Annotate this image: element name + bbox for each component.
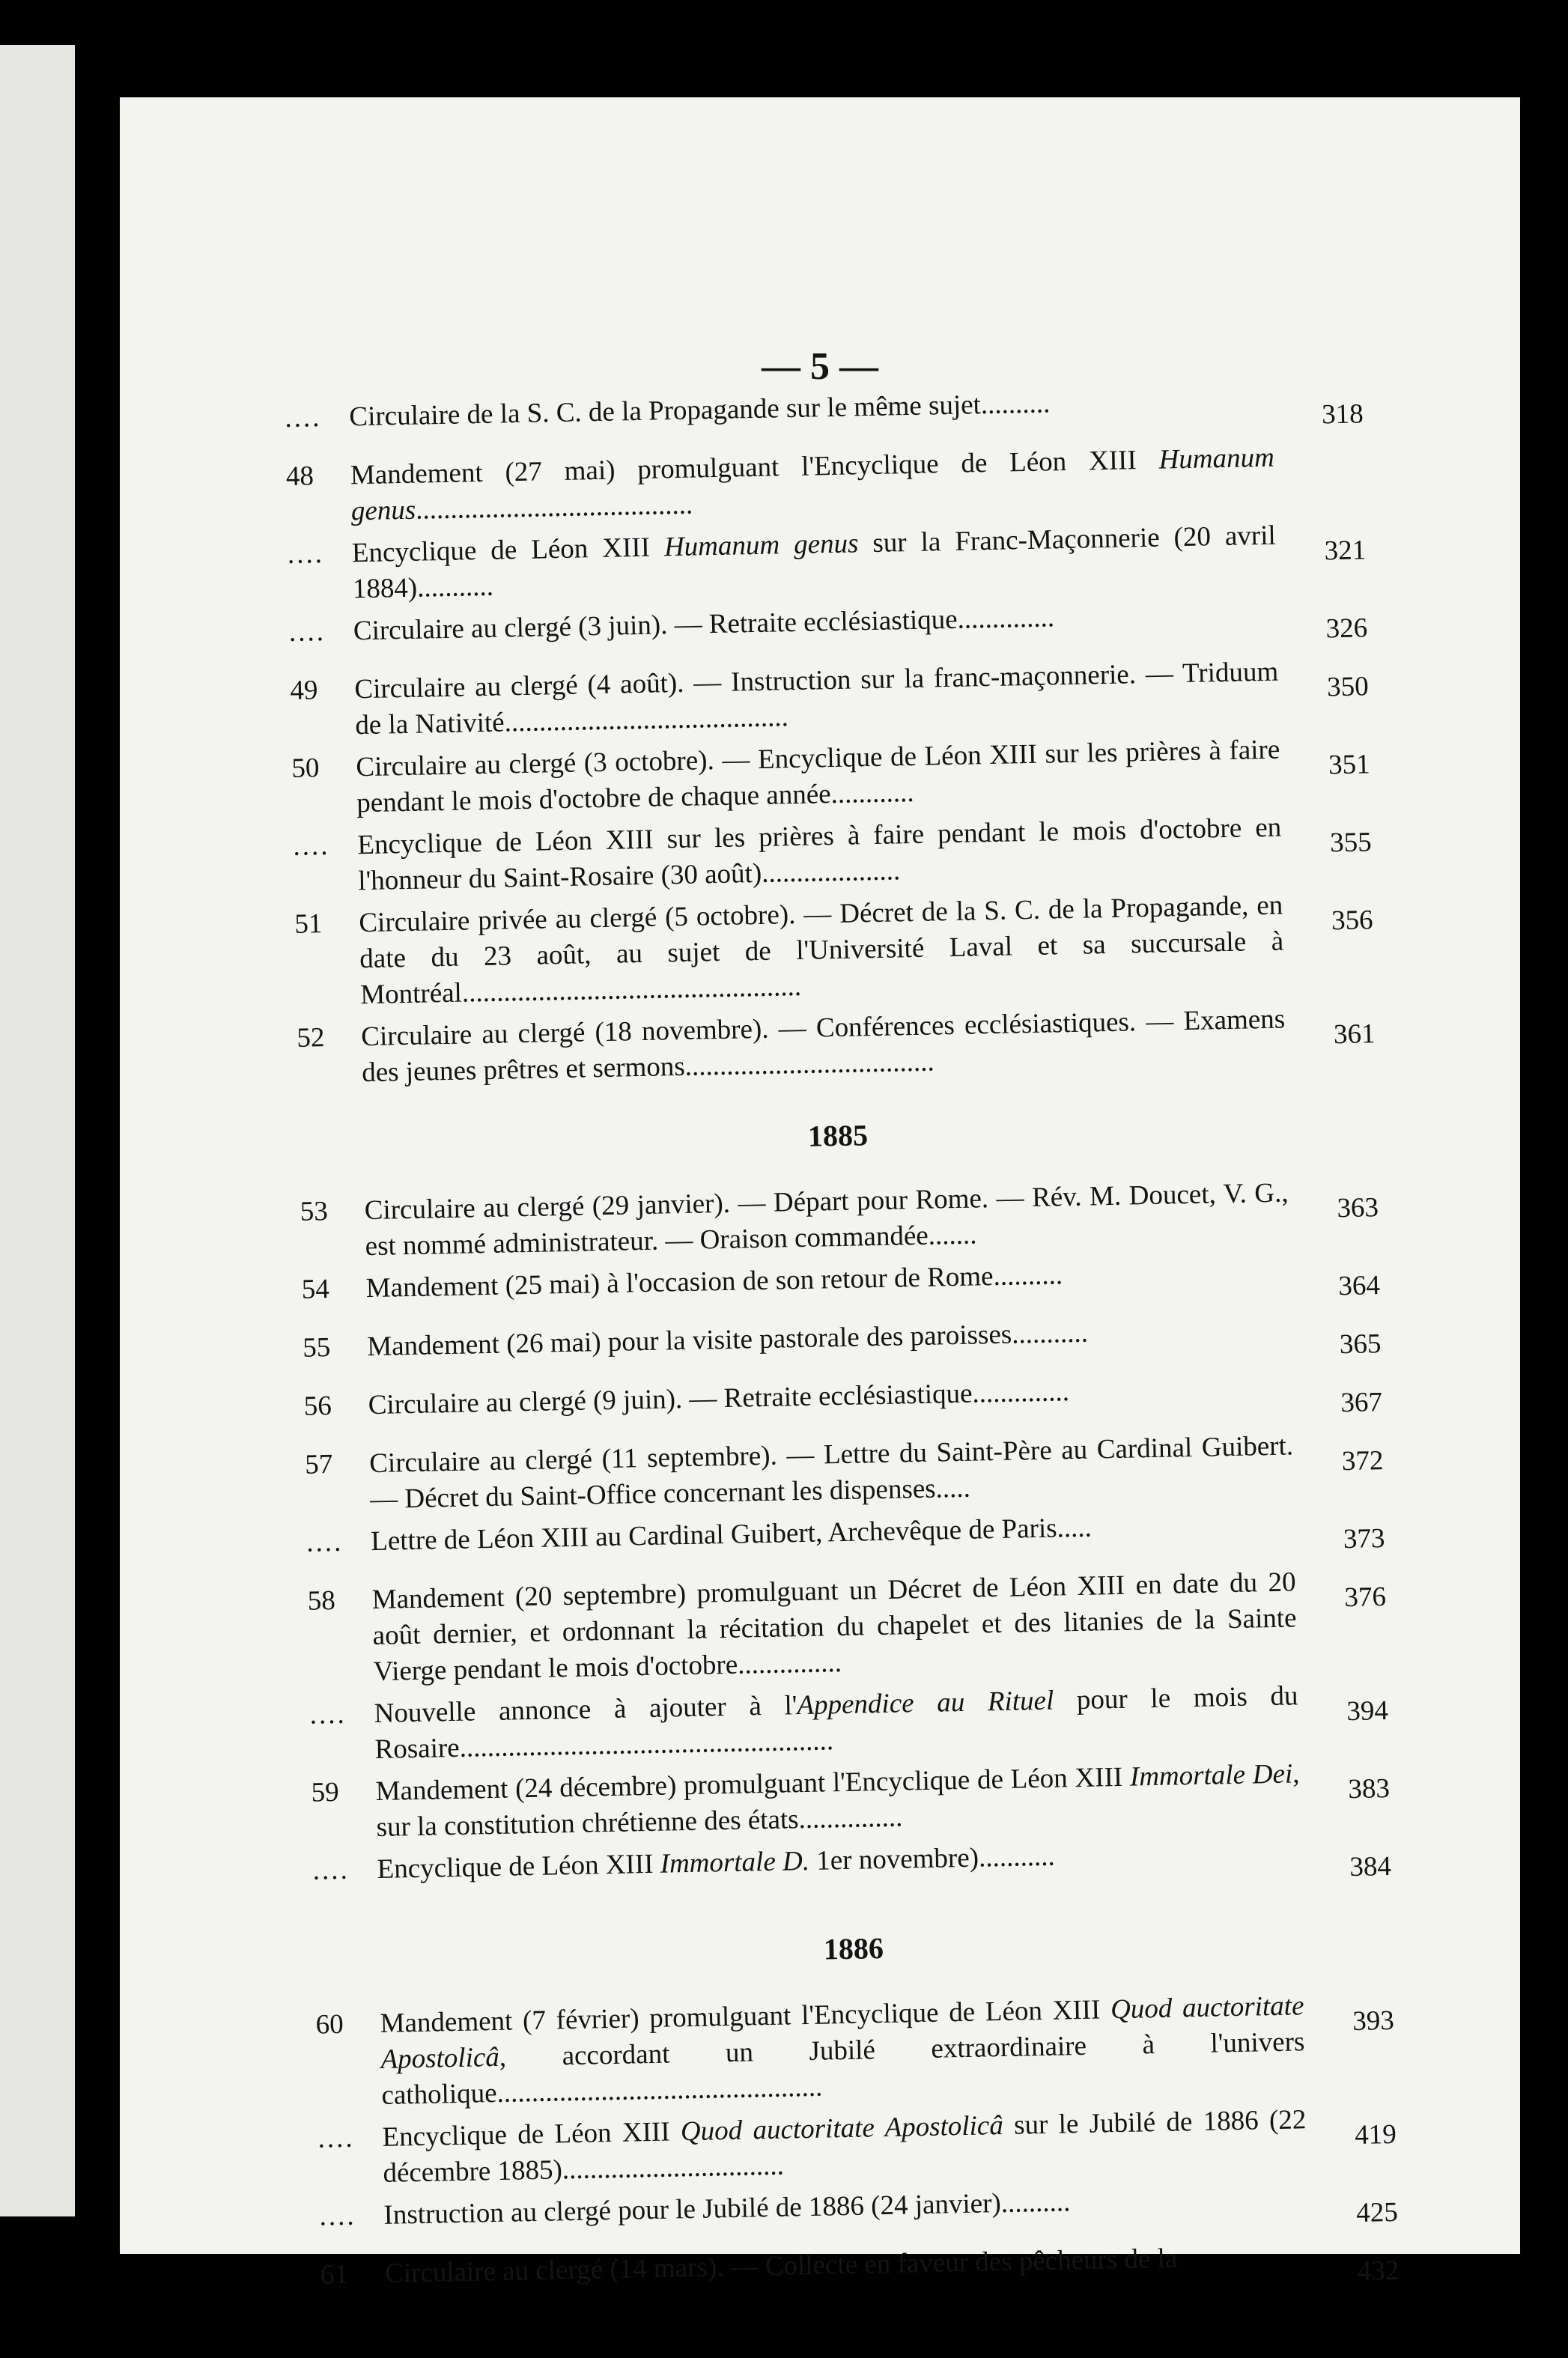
- entry-page-number: 432: [1357, 2255, 1400, 2287]
- entry-page-number: 372: [1341, 1445, 1384, 1477]
- entry-text: Lettre de Léon XIII au Cardinal Guibert, Archevêque de Paris.....: [370, 1512, 1093, 1558]
- entry-page-number: [1274, 438, 1364, 456]
- entry-page-number: 361: [1333, 1018, 1376, 1051]
- entry-number: 52: [296, 1022, 325, 1054]
- entry-title: [364, 1175, 1289, 1265]
- entry-text-continued: ........................................: [415, 489, 693, 526]
- entry-number: 48: [285, 461, 314, 492]
- entry-page-number: 373: [1343, 1523, 1385, 1555]
- entry-number: 56: [303, 1391, 332, 1422]
- entry-text-continued: 1er novembre)...........: [809, 1841, 1056, 1877]
- entry-number: ....: [287, 538, 325, 570]
- entry-text: Mandement (26 mai) pour la visite pastorale des paroisses...........: [366, 1317, 1089, 1363]
- entry-page-number: 356: [1331, 905, 1373, 937]
- entry-title: [351, 518, 1277, 608]
- entry-number: ....: [317, 2122, 355, 2154]
- entry-number: ....: [306, 1526, 344, 1558]
- entry-number: ....: [312, 1854, 350, 1886]
- entry-italic-title: Immortale Dei: [1129, 1758, 1293, 1793]
- entry-title: [349, 382, 1274, 436]
- entry-page-number: 425: [1355, 2196, 1399, 2228]
- entry-page-number: 419: [1354, 2118, 1397, 2151]
- entry-page-number: 321: [1324, 535, 1367, 567]
- toc-entry: [285, 438, 1365, 531]
- entry-page-number: 364: [1338, 1270, 1381, 1302]
- entry-text: Circulaire de la S. C. de la Propagande sur le même sujet..........: [349, 388, 1051, 433]
- entry-number: 57: [304, 1449, 333, 1480]
- entry-page-number: 394: [1346, 1695, 1389, 1728]
- entry-text-continued: , accordant un Jubilé extraordinaire à l'univers catholique...............................................: [381, 2026, 1305, 2111]
- entry-text: Circulaire au clergé (14 mars). — Collecte en faveur des pêcheurs de la: [384, 2243, 1178, 2289]
- entry-italic-title: Humanum genus: [663, 528, 859, 563]
- document-page: [120, 97, 1520, 2291]
- entry-page-number: 326: [1325, 613, 1368, 645]
- entry-italic-title: Quod auctoritate Apostolicâ: [680, 2110, 1004, 2148]
- toc-entry: [315, 1987, 1395, 2115]
- entry-title: [380, 1988, 1306, 2114]
- toc-entry: [297, 1000, 1376, 1093]
- entry-number: 59: [311, 1776, 340, 1808]
- page-number: — 5 —: [762, 345, 878, 388]
- entry-page-number: 384: [1349, 1850, 1392, 1883]
- entry-text: Instruction au clergé pour le Jubilé de 1886 (24 janvier)..........: [383, 2187, 1071, 2231]
- entry-text: Mandement (20 septembre) promulguant un Décret de Léon XIII en date du 20 août dernier, et ordonnant la récitation du chapelet et des litanies de la Sainte Vierge pendant le mois d'octobre...............: [371, 1567, 1297, 1688]
- entry-number: ....: [309, 1698, 347, 1730]
- entry-number: ....: [285, 402, 322, 434]
- toc-entry: [317, 2100, 1397, 2193]
- toc-entry: [300, 1173, 1379, 1266]
- entry-number: 51: [294, 908, 323, 940]
- entry-text-continued: sur le Jubilé de 1886 (22 décembre 1885)................................: [383, 2104, 1307, 2189]
- entry-italic-title: Humanum genus: [350, 442, 1275, 527]
- entry-title: [359, 888, 1285, 1014]
- entry-text: Circulaire au clergé (4 août). — Instruction sur la franc-maçonnerie. — Triduum de la Nativité.........................................: [354, 656, 1279, 741]
- entry-number: ....: [293, 830, 330, 862]
- toc-entry: [293, 808, 1373, 901]
- entry-text: Encyclique de Léon XIII: [377, 1848, 661, 1885]
- entry-page-number: 318: [1321, 398, 1364, 431]
- toc-entry: [305, 1426, 1385, 1519]
- entry-italic-title: Quod auctoritate Apostolicâ: [380, 1990, 1304, 2075]
- entry-title: [361, 1002, 1286, 1092]
- entry-page-number: 350: [1326, 671, 1369, 703]
- entry-text: Encyclique de Léon XIII: [382, 2116, 681, 2153]
- entry-number: 50: [291, 753, 320, 784]
- toc-entry: [290, 652, 1370, 745]
- table-of-contents: [285, 380, 1400, 2315]
- toc-entry: [291, 730, 1371, 823]
- entry-title: [357, 810, 1283, 900]
- entry-number: 54: [301, 1274, 330, 1305]
- entry-text-continued: sur la Franc-Maçonnerie (20 avril 1884)...........: [352, 520, 1277, 605]
- entry-text: Circulaire au clergé (29 janvier). — Départ pour Rome. — Rév. M. Doucet, V. G., est nommé administrateur. — Oraison commandée.......: [364, 1177, 1289, 1262]
- entry-number: 55: [302, 1332, 331, 1364]
- entry-page-number: 351: [1328, 749, 1370, 781]
- entry-text: Mandement (25 mai) à l'occasion de son retour de Rome..........: [365, 1259, 1063, 1304]
- entry-text: Circulaire privée au clergé (5 octobre). — Décret de la S. C. de la Propagande, en date du 23 août, au sujet de l'Université Laval et sa succursale à Montréal.................................................: [359, 890, 1284, 1011]
- entry-page-number: 383: [1347, 1773, 1391, 1805]
- entry-text: Mandement (27 mai) promulguant l'Encyclique de Léon XIII: [350, 444, 1159, 491]
- toc-entry: [307, 1563, 1387, 1692]
- year-heading: 1885: [807, 1118, 869, 1153]
- entry-italic-title: Immortale D.: [660, 1845, 810, 1880]
- entry-text: Circulaire au clergé (11 septembre). — Lettre du Saint-Père au Cardinal Guibert. — Décret du Saint-Office concernant les dispenses.....: [368, 1430, 1294, 1516]
- entry-title: [354, 654, 1280, 744]
- entry-page-number: 393: [1352, 2005, 1395, 2038]
- entry-title: [371, 1564, 1298, 1690]
- toc-entry: [309, 1677, 1389, 1769]
- entry-italic-title: Appendice au Rituel: [797, 1685, 1054, 1722]
- entry-title: [350, 440, 1275, 530]
- year-heading: 1886: [823, 1931, 884, 1966]
- toc-entry: [287, 516, 1367, 609]
- toc-entry: [311, 1754, 1391, 1847]
- entry-number: ....: [288, 616, 326, 648]
- entry-title: [374, 1678, 1299, 1768]
- entry-title: [356, 732, 1281, 822]
- entry-text: Mandement (7 février) promulguant l'Encyclique de Léon XIII: [380, 1994, 1111, 2039]
- entry-number: 61: [320, 2258, 349, 2291]
- toc-entry: [294, 886, 1374, 1015]
- entry-text: Circulaire au clergé (9 juin). — Retraite ecclésiastique..............: [368, 1376, 1070, 1421]
- adjacent-page-edge: [0, 45, 75, 2216]
- entry-page-number: 376: [1344, 1581, 1387, 1614]
- entry-text: Circulaire au clergé (18 novembre). — Conférences ecclésiastiques. — Examens des jeunes prêtres et sermons....................................: [360, 1003, 1286, 1089]
- entry-text-continued: , sur la constitution chrétienne des états...............: [376, 1758, 1300, 1843]
- entry-page-number: 355: [1329, 827, 1372, 859]
- entry-text-continued: pour le mois du Rosaire......................................................: [374, 1680, 1298, 1766]
- entry-number: ....: [319, 2200, 356, 2232]
- entry-number: 53: [300, 1196, 329, 1227]
- entry-text: Nouvelle annonce à ajouter à l': [374, 1690, 797, 1730]
- entry-title: [369, 1428, 1295, 1518]
- entry-title: [382, 2102, 1307, 2192]
- entry-number: 49: [290, 675, 318, 706]
- entry-page-number: 367: [1340, 1387, 1383, 1419]
- entry-title: [375, 1756, 1301, 1846]
- entry-text: Encyclique de Léon XIII sur les prières à faire pendant le mois d'octobre en l'honneur du Saint-Rosaire (30 août)....................: [357, 812, 1282, 897]
- entry-number: 58: [307, 1584, 336, 1617]
- entry-text: Circulaire au clergé (3 juin). — Retraite ecclésiastique..............: [353, 602, 1055, 647]
- entry-text: Circulaire au clergé (3 octobre). — Encyclique de Léon XIII sur les prières à faire pendant le mois d'octobre de chaque année............: [356, 734, 1280, 819]
- entry-text: Mandement (24 décembre) promulguant l'Encyclique de Léon XIII: [375, 1761, 1131, 1808]
- entry-number: 60: [315, 2008, 344, 2041]
- entry-text: Encyclique de Léon XIII: [351, 532, 665, 569]
- entry-page-number: 363: [1337, 1192, 1379, 1224]
- entry-page-number: 365: [1339, 1328, 1382, 1361]
